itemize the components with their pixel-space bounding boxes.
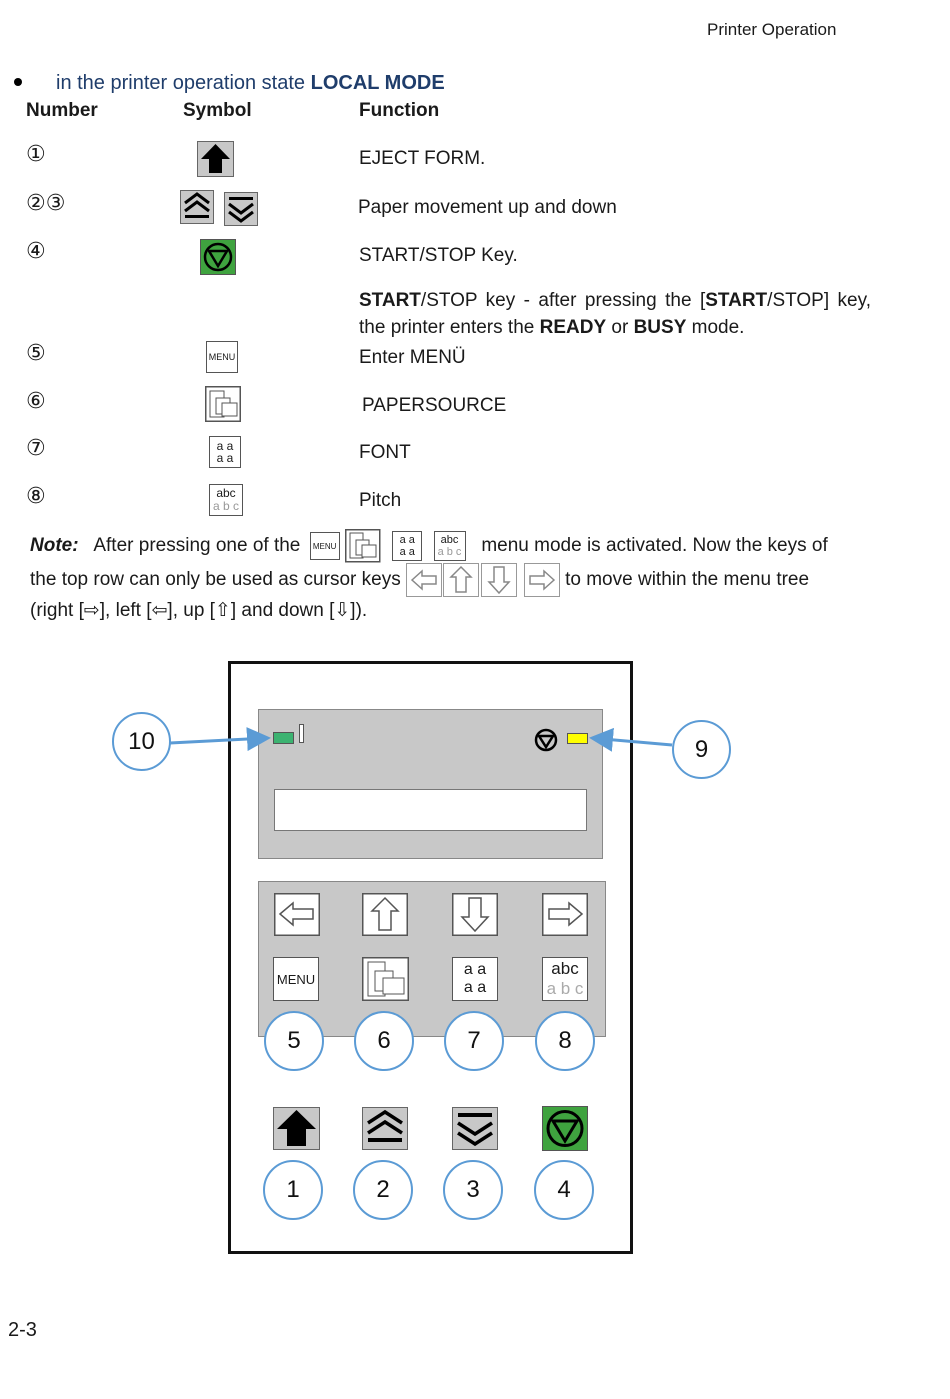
intro-line bbox=[14, 72, 445, 95]
eject-form-icon bbox=[197, 141, 234, 177]
start-stop-indicator-icon bbox=[534, 728, 558, 752]
page-header: Printer Operation bbox=[707, 20, 837, 39]
col-symbol: Symbol bbox=[183, 100, 252, 121]
intro-prefix: in the printer operation state bbox=[56, 72, 311, 94]
paper-down-key[interactable] bbox=[452, 1107, 498, 1150]
row-number: ⑧ bbox=[26, 484, 46, 509]
callout-8: 8 bbox=[535, 1011, 595, 1071]
menu-key[interactable]: MENU bbox=[273, 957, 319, 1001]
up-arrow-key-icon bbox=[443, 563, 479, 597]
pitch-key-icon: abc a b c bbox=[434, 531, 466, 561]
lcd-display bbox=[274, 789, 587, 831]
row-number: ②③ bbox=[26, 191, 66, 216]
function-text: PAPERSOURCE bbox=[362, 395, 507, 416]
function-text: Paper movement up and down bbox=[358, 197, 617, 218]
callout-9: 9 bbox=[672, 720, 731, 779]
function-text: START/STOP Key. bbox=[359, 245, 518, 266]
row-number: ⑥ bbox=[26, 389, 46, 414]
led-marker bbox=[299, 724, 304, 743]
callout-2: 2 bbox=[353, 1160, 413, 1220]
up-arrow-key[interactable] bbox=[362, 893, 408, 936]
callout-4: 4 bbox=[534, 1160, 594, 1220]
function-text: EJECT FORM. bbox=[359, 148, 486, 169]
font-key-bottom: a a bbox=[216, 451, 234, 465]
start-stop-key[interactable] bbox=[542, 1106, 588, 1151]
left-arrow-key[interactable] bbox=[274, 893, 320, 936]
right-arrow-key-icon bbox=[524, 563, 560, 597]
intro-mode: LOCAL MODE bbox=[310, 72, 445, 94]
paper-up-key[interactable] bbox=[362, 1107, 408, 1150]
pitch-key-bottom: a b c bbox=[212, 499, 239, 513]
callout-6: 6 bbox=[354, 1011, 414, 1071]
papersource-key[interactable] bbox=[362, 957, 409, 1001]
col-number: Number bbox=[26, 100, 98, 121]
start-stop-detail: START/STOP key - after pressing the [START/STOP] key, the printer enters the READY or BUSY mode. bbox=[359, 290, 871, 338]
font-key[interactable]: a a a a bbox=[452, 957, 498, 1001]
font-key-icon: a a a a bbox=[392, 531, 422, 561]
callout-10: 10 bbox=[112, 712, 171, 771]
bullet-dot bbox=[14, 78, 22, 86]
row-number: ⑦ bbox=[26, 436, 46, 461]
menu-key-icon: MENU bbox=[206, 341, 238, 373]
callout-5: 5 bbox=[264, 1011, 324, 1071]
pitch-key-top: abc bbox=[216, 486, 236, 500]
font-key-top: a a bbox=[216, 439, 234, 453]
down-arrow-key[interactable] bbox=[452, 893, 498, 936]
paper-up-icon bbox=[180, 190, 214, 224]
row-number: ① bbox=[26, 142, 46, 167]
callout-1: 1 bbox=[263, 1160, 323, 1220]
down-arrow-key-icon bbox=[481, 563, 517, 597]
font-key-icon bbox=[209, 436, 241, 468]
paper-down-icon bbox=[224, 192, 258, 226]
left-arrow-key-icon bbox=[406, 563, 442, 597]
busy-led bbox=[567, 733, 588, 744]
eject-form-key[interactable] bbox=[273, 1107, 320, 1150]
callout-7: 7 bbox=[444, 1011, 504, 1071]
papersource-icon bbox=[345, 529, 381, 563]
pitch-key[interactable]: abc a b c bbox=[542, 957, 588, 1001]
pitch-key-icon bbox=[209, 484, 243, 516]
start-stop-icon bbox=[200, 239, 236, 275]
col-function: Function bbox=[359, 100, 440, 121]
page-number: 2-3 bbox=[8, 1319, 37, 1341]
note-paragraph: Note: After pressing one of the MENU a a a a abc a b c menu mode is activated. Now the keys of the top row can only be used as cursor keys to move within the menu tree (right [⇨], left [⇦], up [⇧] and down [⇩]). bbox=[30, 529, 910, 624]
papersource-icon bbox=[205, 386, 241, 422]
callout-3: 3 bbox=[443, 1160, 503, 1220]
row-number: ⑤ bbox=[26, 341, 46, 366]
note-label: Note: bbox=[30, 535, 79, 557]
ready-led bbox=[273, 732, 294, 744]
function-text: Pitch bbox=[359, 490, 402, 511]
menu-key-icon: MENU bbox=[310, 532, 340, 560]
function-text: Enter MENÜ bbox=[359, 347, 466, 368]
function-text: FONT bbox=[359, 442, 411, 463]
right-arrow-key[interactable] bbox=[542, 893, 588, 936]
row-number: ④ bbox=[26, 239, 46, 264]
